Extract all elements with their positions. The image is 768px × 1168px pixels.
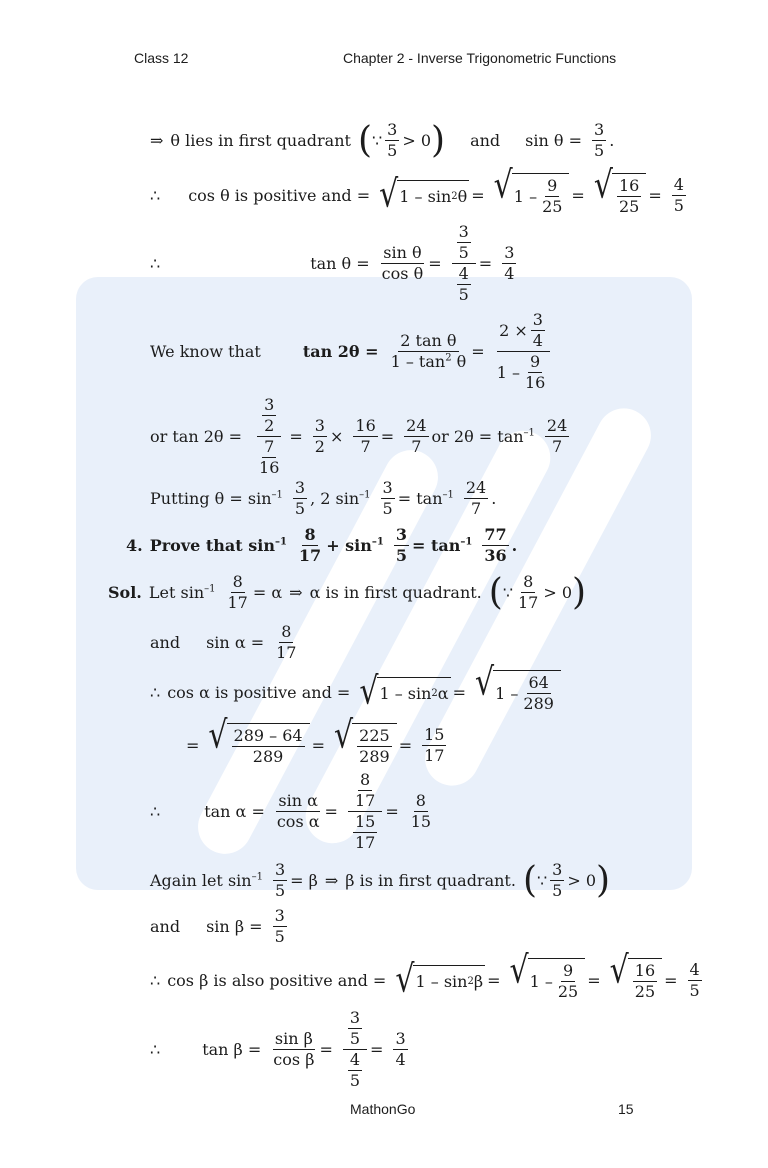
statement-text: We know that xyxy=(150,342,261,361)
line-theta-quadrant: ⇒ θ lies in first quadrant ( ∵ $\frac{3}{5}$ > 0 ) and sin θ = $\frac{3}{5}$ . xyxy=(150,119,615,161)
solution-line-cos-beta: ∴ cos β is also positive and = √ 1 – sin 2 β = √ 1 – $\frac{9}{25}$ = √ $\frac{16}{25}$ = $\frac{4}{5}$ xyxy=(150,948,700,1002)
tan-two-theta-lhs: tan 2θ = xyxy=(302,342,379,361)
square-root: √ $\frac{289 - 64}{289}$ xyxy=(208,723,309,767)
square-root: √ 1 – sin 2 θ xyxy=(379,172,468,217)
fraction: $\frac{8}{15}$ xyxy=(410,791,432,831)
line-cos-theta: ∴ cos θ is positive and = √ 1 – sin 2 θ = √ 1 – $\frac{9}{25}$ = √ $\frac{16}{25}$ = $\frac{4}{5}$ xyxy=(150,163,684,217)
question-number: 4. xyxy=(126,536,143,555)
therefore-symbol: ∴ xyxy=(150,682,161,702)
fraction: $\frac{8}{17}$ xyxy=(298,525,322,565)
fraction: $\frac{3}{5}$ xyxy=(274,860,286,900)
fraction: $\frac{\text{sin α}}{\text{cos α}}$ xyxy=(276,791,320,831)
fraction: $\frac{\text{2 tan θ}}{1 - \tan^2 \theta}$ xyxy=(390,331,467,371)
because-symbol: ∵ xyxy=(371,131,383,150)
and-text: and xyxy=(150,633,181,652)
therefore-symbol: ∴ xyxy=(150,802,161,821)
fraction: $\frac{77}{36}$ xyxy=(484,525,507,565)
fraction: $\frac{15}{17}$ xyxy=(424,724,445,765)
fraction: $\frac{3}{5}$ xyxy=(382,478,393,518)
therefore-symbol: ∴ xyxy=(150,254,161,273)
fraction: $\frac{3}{4}$ xyxy=(504,243,515,283)
square-root: √ 1 – $\frac{9}{25}$ xyxy=(494,173,570,217)
complex-fraction: $\frac{\frac{8}{17}}{\frac{15}{17}}$ xyxy=(348,770,382,853)
fraction: $\frac{3}{5}$ xyxy=(395,525,407,565)
therefore-symbol: ∴ xyxy=(150,185,161,205)
solution-line-cos-alpha-value: = √ $\frac{289 - 64}{289}$ = √ $\frac{225}{289}$ = $\frac{15}{17}$ xyxy=(186,713,445,766)
solution-line-cos-alpha: ∴ cos α is positive and = √ 1 – sin 2 α = √ 1 – $\frac{64}{289}$ xyxy=(150,670,563,714)
header-class-label: Class 12 xyxy=(134,50,189,66)
implies-symbol: ⇒ xyxy=(324,871,339,890)
because-condition: ( ∵ $\frac{8}{17}$ > 0 ) xyxy=(488,571,587,613)
solution-line-sin-alpha: and sin α = $\frac{8}{17}$ xyxy=(150,622,297,662)
fraction: $\frac{4}{5}$ xyxy=(673,174,684,215)
statement-text: θ lies in first quadrant xyxy=(170,131,351,150)
complex-fraction: 2 × $\frac{3}{4}$ 1 – $\frac{9}{16}$ xyxy=(495,310,553,393)
fraction: $\frac{3}{5}$ xyxy=(387,120,398,160)
square-root: √ $\frac{16}{25}$ xyxy=(594,173,646,217)
therefore-symbol: ∴ xyxy=(150,1040,161,1059)
square-root: √ $\frac{16}{25}$ xyxy=(610,958,662,1002)
fraction: $\frac{24}{7}$ xyxy=(546,416,568,456)
fraction: $\frac{8}{17}$ xyxy=(276,622,297,662)
because-condition: ( ∵ $\frac{3}{5}$ > 0 ) xyxy=(522,859,611,901)
complex-fraction: $\frac{\frac{3}{5}}{\frac{4}{5}}$ xyxy=(452,222,476,305)
fraction: $\frac{\text{sin θ}}{\text{cos θ}}$ xyxy=(381,243,424,283)
fraction: $\frac{4}{5}$ xyxy=(689,959,700,1000)
complex-fraction: $\frac{\frac{3}{2}}{\frac{7}{16}}$ xyxy=(259,395,280,477)
implies-symbol: ⇒ xyxy=(150,131,164,150)
fraction: $\frac{3}{5}$ xyxy=(274,906,285,946)
fraction: $\frac{\text{sin β}}{\text{cos β}}$ xyxy=(273,1029,315,1069)
fraction: $\frac{3}{4}$ xyxy=(395,1029,406,1069)
statement-text: cos θ is positive and = xyxy=(188,185,371,205)
sin-theta-lhs: sin θ = xyxy=(525,131,583,150)
solution-line-let-beta: Again let $\sin^{-1}$ $\frac{3}{5}$ = β ⇒ β is in first quadrant. ( ∵ $\frac{3}{5}$ > 0 ) xyxy=(150,859,611,901)
line-tan-two-theta-value: or tan 2θ = $\frac{\frac{3}{2}}{\frac{7}{16}}$ = $\frac{3}{2}$ × $\frac{16}{7}$ = $\frac{24}{7}$ or $2\theta = \tan^{-1}$ $\frac{24}{7}$ xyxy=(150,395,568,477)
implies-symbol: ⇒ xyxy=(289,583,303,602)
and-text: and xyxy=(470,131,501,150)
solution-line-tan-beta: ∴ tan β = $\frac{\text{sin β}}{\text{cos β}}$ = $\frac{\frac{3}{5}}{\frac{4}{5}}$ = $\frac{3}{4}$ xyxy=(150,1008,406,1090)
solution-line-sin-beta: and sin β = $\frac{3}{5}$ xyxy=(150,906,285,946)
therefore-symbol: ∴ xyxy=(150,970,161,990)
fraction: $\frac{24}{7}$ xyxy=(465,478,487,518)
line-tan-theta: ∴ tan θ = $\frac{\text{sin θ}}{\text{cos θ}}$ = $\frac{\frac{3}{5}}{\frac{4}{5}}$ = $\frac{3}{4}$ xyxy=(150,222,515,304)
statement-text: or tan 2θ = xyxy=(150,427,243,446)
complex-fraction: $\frac{\frac{3}{5}}{\frac{4}{5}}$ xyxy=(343,1008,367,1091)
fraction: $\frac{3}{5}$ xyxy=(294,478,306,518)
fraction: $\frac{24}{7}$ xyxy=(406,416,427,456)
fraction: $\frac{16}{7}$ xyxy=(355,416,376,456)
square-root: √ $\frac{225}{289}$ xyxy=(334,723,397,767)
solution-label: Sol. xyxy=(108,583,142,602)
solution-line-tan-alpha: ∴ tan α = $\frac{\text{sin α}}{\text{cos α}}$ = $\frac{\frac{8}{17}}{\frac{15}{17}}$ = $\frac{8}{15}$ xyxy=(150,770,432,852)
square-root: √ 1 – $\frac{64}{289}$ xyxy=(475,670,561,714)
because-condition: ( ∵ $\frac{3}{5}$ > 0 ) xyxy=(357,119,446,161)
square-root: √ 1 – sin 2 α xyxy=(359,669,449,714)
footer-brand: MathonGo xyxy=(350,1101,416,1117)
square-root: √ 1 – sin 2 β xyxy=(395,957,484,1002)
fraction: $\frac{3}{5}$ xyxy=(594,120,605,160)
square-root: √ 1 – $\frac{9}{25}$ xyxy=(509,958,585,1002)
solution-line-let-alpha: Sol. Let $\sin^{-1}$ $\frac{8}{17}$ = α ⇒ α is in first quadrant. ( ∵ $\frac{8}{17}$ > 0 ) xyxy=(108,571,587,613)
fraction: $\frac{3}{2}$ xyxy=(314,416,325,456)
question-4: 4. Prove that $\sin^{-1}$ $\frac{8}{17}$ + $\sin^{-1}$ $\frac{3}{5}$ = $\tan^{-1}$ $\frac{77}{36}$ . xyxy=(126,525,518,565)
line-tan-two-theta: We know that tan 2θ = $\frac{\text{2 tan θ}}{1 - \tan^2 \theta}$ = 2 × $\frac{3}{4}$ 1 – $\frac{9}{16}$ xyxy=(150,310,555,393)
tan-theta-lhs: tan θ = xyxy=(310,254,370,273)
fraction: $\frac{8}{17}$ xyxy=(227,572,248,612)
page-number: 15 xyxy=(618,1101,634,1117)
line-putting-theta: Putting $\theta = \sin^{-1}$ $\frac{3}{5}$ , 2 $\sin^{-1}$ $\frac{3}{5}$ = $\tan^{-1}$ $\frac{24}{7}$ . xyxy=(150,478,497,518)
and-text: and xyxy=(150,917,181,936)
header-chapter-title: Chapter 2 - Inverse Trigonometric Functions xyxy=(343,50,617,66)
